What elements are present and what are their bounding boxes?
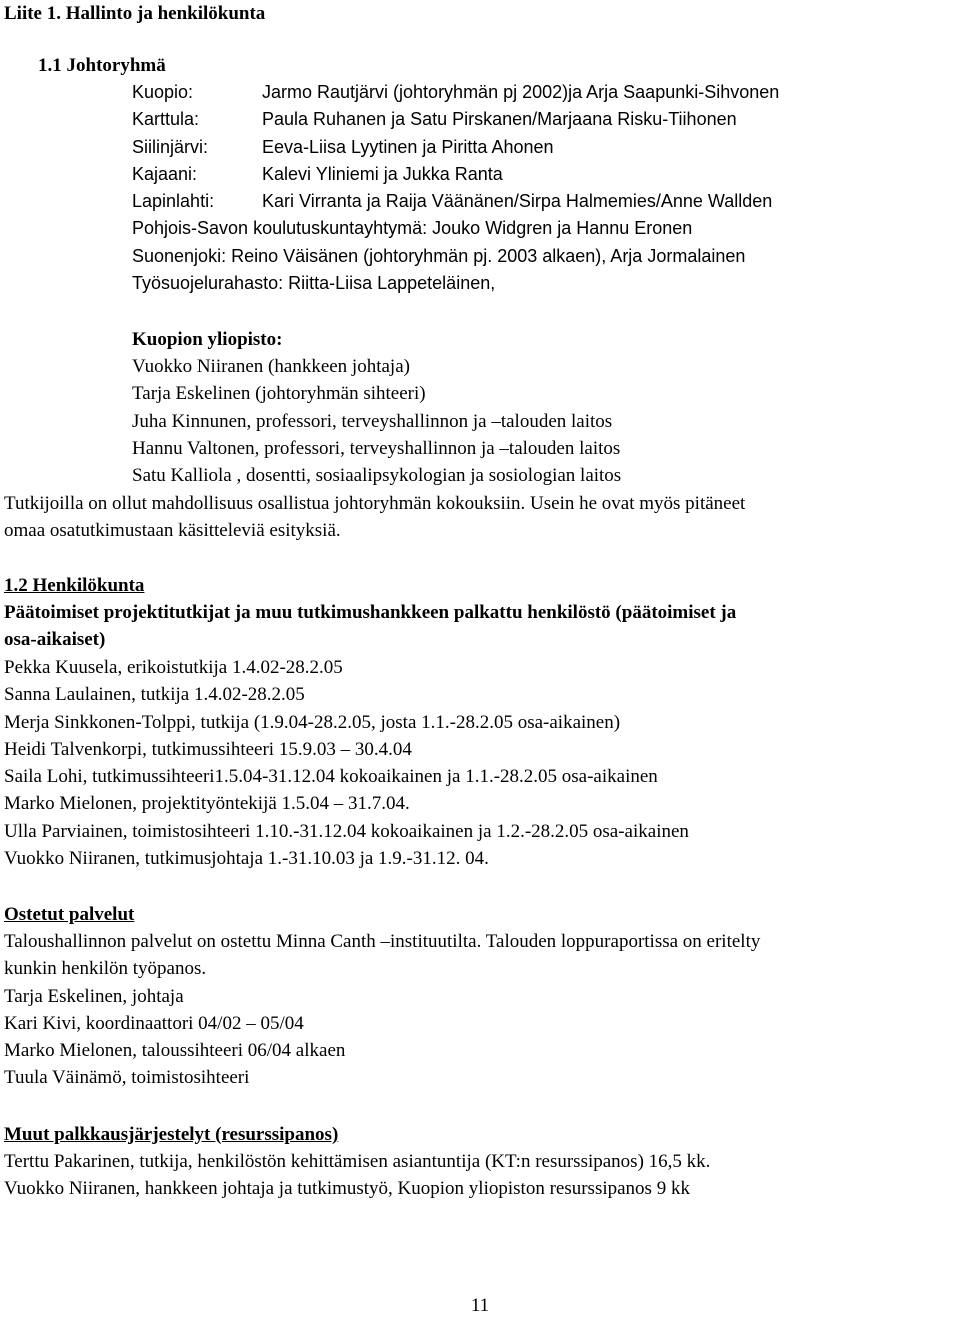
board-heading: 1.1 Johtoryhmä: [38, 55, 166, 76]
member-place: Karttula:: [132, 109, 200, 130]
staff-heading: 1.2 Henkilökunta: [4, 575, 145, 596]
staff-subheading-line: Päätoimiset projektitutkijat ja muu tutkimushankkeen palkattu henkilöstö (päätoimiset ja: [4, 602, 737, 623]
purchased-item: Marko Mielonen, taloussihteeri 06/04 alkaen: [4, 1040, 346, 1062]
university-member: Hannu Valtonen, professori, terveyshallinnon ja –talouden laitos: [132, 437, 621, 459]
staff-item: Heidi Talvenkorpi, tutkimussihteeri 15.9.03 – 30.4.04: [4, 738, 412, 760]
other-list: [0, 1148, 960, 1203]
board-member-row: [0, 79, 960, 106]
appendix-title: Liite 1. Hallinto ja henkilökunta: [4, 3, 266, 24]
page-number: 11: [470, 1295, 490, 1316]
board-member-row: [0, 188, 960, 215]
staff-item: Saila Lohi, tutkimussihteeri1.5.04-31.12.04 kokoaikainen ja 1.1.-28.2.05 osa-aikainen: [4, 766, 658, 788]
staff-list: [0, 654, 960, 872]
purchased-intro-line: kunkin henkilön työpanos.: [4, 958, 207, 980]
university-heading: Kuopion yliopisto:: [132, 329, 283, 350]
note-line: omaa osatutkimustaan käsitteleviä esityksiä.: [4, 520, 341, 542]
member-names: Paula Ruhanen ja Satu Pirskanen/Marjaana Risku-Tiihonen: [262, 109, 737, 130]
member-names: Jarmo Rautjärvi (johtoryhmän pj 2002)ja Arja Saapunki-Sihvonen: [262, 82, 780, 102]
board-extra-line: Suonenjoki: Reino Väisänen (johtoryhmän pj. 2003 alkaen), Arja Jormalainen: [132, 245, 746, 266]
staff-item: Merja Sinkkonen-Tolppi, tutkija (1.9.04-28.2.05, josta 1.1.-28.2.05 osa-aikainen): [4, 711, 621, 733]
purchased-heading: Ostetut palvelut: [4, 904, 135, 925]
member-names: Kalevi Yliniemi ja Jukka Ranta: [262, 163, 503, 184]
staff-item: Vuokko Niiranen, tutkimusjohtaja 1.-31.10.03 ja 1.9.-31.12. 04.: [4, 848, 489, 870]
university-member: Vuokko Niiranen (hankkeen johtaja): [132, 356, 410, 377]
member-names: Eeva-Liisa Lyytinen ja Piritta Ahonen: [262, 136, 554, 157]
staff-item: Sanna Laulainen, tutkija 1.4.02-28.2.05: [4, 684, 305, 706]
purchased-item: Tuula Väinämö, toimistosihteeri: [4, 1067, 250, 1089]
university-member: Juha Kinnunen, professori, terveyshallinnon ja –talouden laitos: [132, 410, 613, 432]
member-place: Lapinlahti:: [132, 191, 215, 212]
board-extra-line: Pohjois-Savon koulutuskuntayhtymä: Jouko Widgren ja Hannu Eronen: [132, 218, 693, 239]
purchased-item: Kari Kivi, koordinaattori 04/02 – 05/04: [4, 1012, 304, 1034]
staff-subheading-line: osa-aikaiset): [4, 629, 106, 651]
member-place: Kajaani:: [132, 163, 198, 184]
board-member-row: [0, 106, 960, 133]
university-member: Tarja Eskelinen (johtoryhmän sihteeri): [132, 383, 426, 405]
other-item: Vuokko Niiranen, hankkeen johtaja ja tutkimustyö, Kuopion yliopiston resurssipanos 9 kk: [4, 1178, 690, 1200]
board-member-row: [0, 161, 960, 188]
other-item: Terttu Pakarinen, tutkija, henkilöstön kehittämisen asiantuntija (KT:n resurssipanos) 16,5 kk.: [4, 1151, 711, 1172]
member-place: Kuopio:: [132, 82, 194, 102]
university-member: Satu Kalliola , dosentti, sosiaalipsykologian ja sosiologian laitos: [132, 465, 622, 487]
note-line: Tutkijoilla on ollut mahdollisuus osallistua johtoryhmän kokouksiin. Usein he ovat myös pitäneet: [4, 493, 746, 514]
university-member-list: [0, 353, 960, 489]
staff-item: Pekka Kuusela, erikoistutkija 1.4.02-28.2.05: [4, 657, 343, 678]
staff-subheading: [0, 599, 960, 654]
staff-item: Marko Mielonen, projektityöntekijä 1.5.04 – 31.7.04.: [4, 793, 410, 815]
purchased-intro-line: Taloushallinnon palvelut on ostettu Minna Canth –instituutilta. Talouden loppuraportissa on eritelty: [4, 931, 761, 952]
purchased-section: [0, 928, 960, 1092]
other-heading: Muut palkkausjärjestelyt (resurssipanos): [4, 1124, 339, 1145]
member-place: Siilinjärvi:: [132, 136, 209, 157]
board-member-list: [0, 79, 960, 297]
board-note: [0, 490, 960, 545]
staff-item: Ulla Parviainen, toimistosihteeri 1.10.-31.12.04 kokoaikainen ja 1.2.-28.2.05 osa-aikainen: [4, 820, 689, 842]
member-names: Kari Virranta ja Raija Väänänen/Sirpa Halmemies/Anne Wallden: [262, 191, 773, 212]
board-extra-line: Työsuojelurahasto: Riitta-Liisa Lappeteläinen,: [132, 273, 496, 294]
purchased-item: Tarja Eskelinen, johtaja: [4, 985, 184, 1007]
board-member-row: [0, 134, 960, 161]
